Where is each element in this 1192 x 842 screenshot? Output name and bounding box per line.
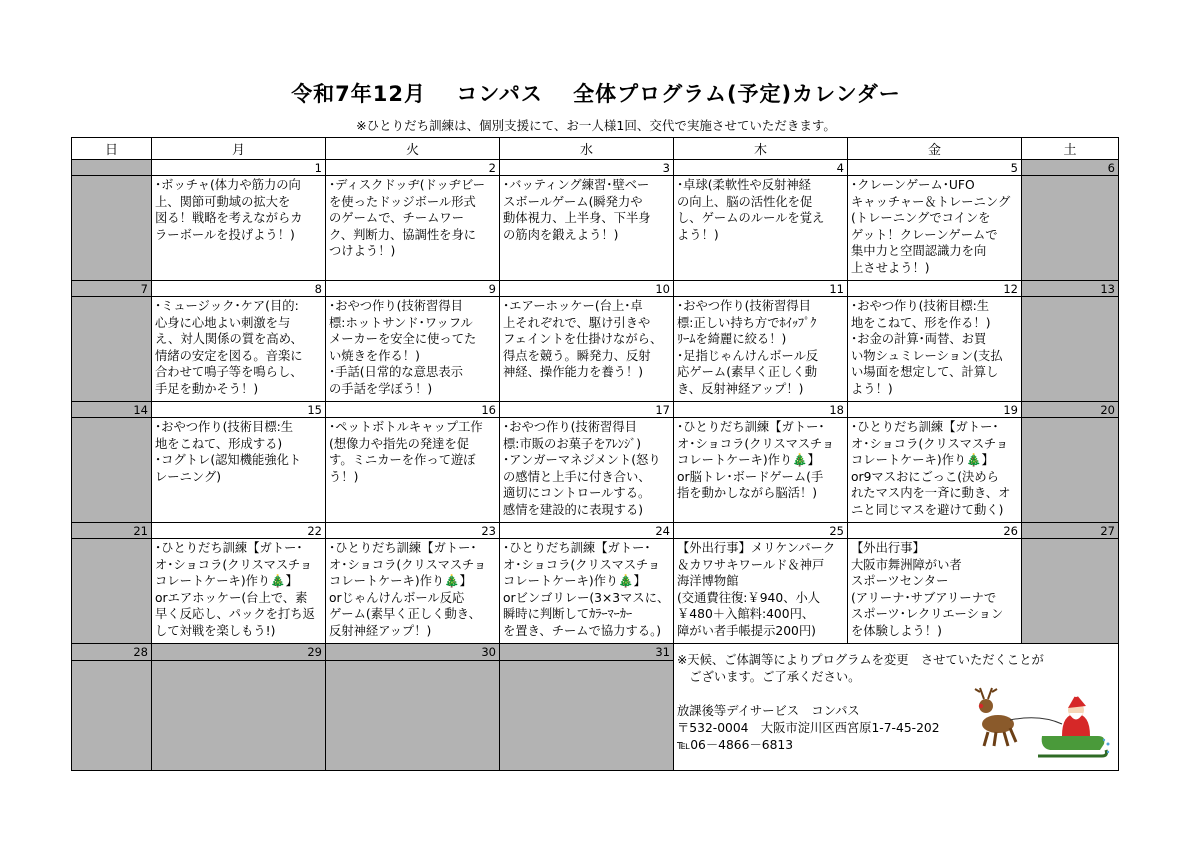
- program-text-line: ･おやつ作り(技術習得目: [503, 420, 637, 434]
- program-text-line: 上、関節可動域の拡大を: [155, 194, 291, 209]
- santa-sleigh-icon: [970, 684, 1110, 764]
- program-text-line: い物シュミレーション(支払: [851, 348, 1003, 363]
- program-text-line: ニと同じマスを避けて動く): [851, 502, 1004, 517]
- day-cell-weekday: [326, 297, 500, 402]
- calendar-body: [72, 160, 1119, 644]
- program-text-line: 図る！戦略を考えながらカ: [155, 211, 303, 225]
- program-text-line: 適切にコントロールする。: [503, 486, 651, 500]
- calendar-table: [71, 137, 1119, 771]
- notice-line: ございます。ご了承ください。: [677, 670, 861, 684]
- program-text-line: 合わせて鳴子等を鳴らし、: [155, 365, 303, 379]
- day-number: 17: [500, 402, 674, 418]
- program-text-line: orビンゴリレー(3×3マスに、: [503, 590, 670, 605]
- header-thursday: 木: [674, 138, 848, 160]
- program-text-line: ･ひとりだち訓練【ガトー･: [329, 541, 477, 555]
- program-text-line: 上させよう！): [851, 260, 930, 275]
- day-number: 14: [72, 402, 152, 418]
- program-text-line: 【外出行事】メリケンパーク: [677, 541, 836, 555]
- day-cell-weekday: [500, 297, 674, 402]
- program-text-line: 地をこねて、形成する): [155, 436, 283, 451]
- day-number: 19: [848, 402, 1022, 418]
- week-row-numbers: [72, 402, 1119, 418]
- program-text-line: 標:正しい持ち方でﾎｲｯﾌﾟｸ: [677, 315, 817, 330]
- day-number: 6: [1022, 160, 1119, 176]
- day-number: 4: [674, 160, 848, 176]
- header-wednesday: 水: [500, 138, 674, 160]
- program-text-line: の手話を学ぼう！): [329, 381, 433, 396]
- program-text-line: ラーボールを投げよう！): [155, 227, 295, 242]
- program-text-line: 手足を動かそう！): [155, 381, 259, 396]
- program-text-line: を使ったドッジボール形式: [329, 194, 476, 209]
- program-text-line: よう！): [677, 227, 719, 242]
- program-text-line: つけよう！): [329, 244, 396, 258]
- program-text-line: 大阪市舞洲障がい者: [851, 557, 962, 572]
- day-cell-weekday: [848, 418, 1022, 523]
- day-cell-weekday: [500, 418, 674, 523]
- program-text-line: オ･ショコラ(クリスマスチョ: [503, 557, 661, 572]
- day-number: 9: [326, 281, 500, 297]
- day-number: [72, 160, 152, 176]
- program-text-line: ＆カワサキワールド＆神戸: [677, 557, 825, 572]
- weekday-header-row: [72, 138, 1119, 160]
- program-text-line: ･おやつ作り(技術習得目: [329, 299, 463, 313]
- day-cell-weekday: [152, 297, 326, 402]
- program-text-line: コレートケーキ)作り🎄】: [851, 453, 994, 467]
- program-text-line: orじゃんけんボール反応: [329, 590, 465, 605]
- day-cell-weekday: [674, 176, 848, 281]
- program-text-line: オ･ショコラ(クリスマスチョ: [851, 436, 1009, 451]
- program-text-line: コレートケーキ)作り🎄】: [155, 574, 298, 588]
- program-text-line: オ･ショコラ(クリスマスチョ: [155, 557, 313, 572]
- program-text-line: 早く反応し、パックを打ち返: [155, 607, 315, 621]
- day-cell-weekend: [72, 539, 152, 644]
- program-text-line: ゲーム(素早く正しく動き、: [329, 607, 481, 621]
- notice-box: [674, 644, 1119, 771]
- day-cell-weekend: [1022, 297, 1119, 402]
- header-saturday: 土: [1022, 138, 1119, 160]
- day-number: 8: [152, 281, 326, 297]
- program-text-line: キャッチャー＆トレーニング: [851, 194, 1011, 209]
- program-text-line: 標:市販のお菓子をｱﾚﾝｼﾞ): [503, 436, 642, 451]
- program-text-line: ･ひとりだち訓練【ガトー･: [677, 420, 825, 434]
- program-text-line: レーニング): [155, 469, 222, 484]
- day-cell-weekday: [326, 418, 500, 523]
- program-text-line: フェイントを仕掛けながら、: [503, 332, 663, 346]
- program-text-line: 動体視力、上半身、下半身: [503, 211, 651, 225]
- day-cell-weekday: [848, 297, 1022, 402]
- day-cell-sunday: [72, 660, 152, 770]
- program-text-line: 心身に心地よい刺激を与: [155, 315, 291, 330]
- program-text-line: (想像力や指先の発達を促: [329, 436, 470, 451]
- program-text-line: コレートケーキ)作り🎄】: [503, 574, 646, 588]
- program-text-line: ･バッティング練習･壁ベー: [503, 178, 650, 192]
- program-text-line: え、対人関係の質を高め、: [155, 332, 303, 346]
- program-text-line: ･コグトレ(認知機能強化ト: [155, 453, 302, 467]
- day-number: 15: [152, 402, 326, 418]
- program-text-line: ク、判断力、協調性を身に: [329, 227, 477, 242]
- day-cell-weekday: [152, 660, 326, 770]
- day-cell-weekday: [674, 539, 848, 644]
- program-text-line: ･おやつ作り(技術習得目: [677, 299, 811, 313]
- header-monday: 月: [152, 138, 326, 160]
- day-number: 20: [1022, 402, 1119, 418]
- week-row-numbers: [72, 523, 1119, 539]
- program-text-line: を置き、チームで協力する。): [503, 623, 662, 638]
- program-text-line: い焼きを作る！): [329, 348, 420, 363]
- program-text-line: 応ゲーム(素早く正しく動: [677, 365, 818, 379]
- day-number: 21: [72, 523, 152, 539]
- day-cell-weekday: [152, 539, 326, 644]
- day-cell-weekday: [152, 176, 326, 281]
- program-text-line: を体験しよう！): [851, 623, 942, 638]
- week-row-numbers: [72, 281, 1119, 297]
- header-sunday: 日: [72, 138, 152, 160]
- day-cell-weekday: [848, 539, 1022, 644]
- day-number: 22: [152, 523, 326, 539]
- program-text-line: (交通費往復:￥940、小人: [677, 590, 821, 605]
- day-number: 31: [500, 644, 674, 661]
- program-text-line: 指を動かしながら脳活！): [677, 486, 818, 500]
- week-row-content: [72, 297, 1119, 402]
- day-cell-weekday: [326, 176, 500, 281]
- day-number: 18: [674, 402, 848, 418]
- program-text-line: スボールゲーム(瞬発力や: [503, 194, 643, 209]
- day-cell-weekend: [72, 297, 152, 402]
- program-text-line: ･手話(日常的な意思表示: [329, 365, 463, 379]
- program-text-line: or9マスおにごっこ(決めら: [851, 469, 999, 484]
- program-text-line: ￥480＋入館料:400円、: [677, 607, 815, 621]
- day-number: 26: [848, 523, 1022, 539]
- day-number: 10: [500, 281, 674, 297]
- day-cell-weekday: [152, 418, 326, 523]
- program-text-line: ･ひとりだち訓練【ガトー･: [155, 541, 303, 555]
- program-text-line: ･ディスクドッヂ(ドッヂビー: [329, 178, 486, 192]
- day-cell-weekend: [1022, 418, 1119, 523]
- calendar-last-week: [72, 644, 1119, 771]
- program-text-line: ･卓球(柔軟性や反射神経: [677, 178, 811, 192]
- organization-name: 放課後等デイサービス コンパス: [677, 704, 860, 718]
- program-text-line: ･お金の計算･両替、お買: [851, 332, 987, 346]
- program-text-line: 反射神経アップ！): [329, 623, 432, 638]
- day-number: 13: [1022, 281, 1119, 297]
- program-text-line: 【外出行事】: [851, 541, 925, 555]
- program-text-line: ･おやつ作り(技術目標:生: [155, 420, 294, 434]
- program-text-line: 瞬時に判断してｶﾗｰﾏｰｶｰ: [503, 607, 633, 621]
- week-row-content: [72, 418, 1119, 523]
- day-cell-weekday: [848, 176, 1022, 281]
- program-text-line: 地をこねて、形を作る！): [851, 315, 991, 330]
- program-text-line: 障がい者手帳提示200円): [677, 623, 816, 638]
- day-cell-weekday: [326, 660, 500, 770]
- day-number: 11: [674, 281, 848, 297]
- program-text-line: 得点を競う。瞬発力、反射: [503, 348, 651, 363]
- day-cell-weekday: [674, 418, 848, 523]
- program-text-line: 上それぞれで、駆け引きや: [503, 315, 651, 330]
- program-text-line: ･おやつ作り(技術目標:生: [851, 299, 990, 313]
- week-row-content: [72, 539, 1119, 644]
- program-text-line: き、反射神経アップ！): [677, 381, 804, 396]
- day-cell-weekday: [500, 176, 674, 281]
- program-text-line: ･アンガーマネジメント(怒り: [503, 453, 661, 467]
- day-number: 5: [848, 160, 1022, 176]
- day-number: 16: [326, 402, 500, 418]
- day-number: 7: [72, 281, 152, 297]
- day-number: 30: [326, 644, 500, 661]
- program-text-line: コレートケーキ)作り🎄】: [329, 574, 472, 588]
- program-text-line: のゲームで、チームワー: [329, 211, 465, 225]
- organization-address: 〒532-0004 大阪市淀川区西宮原1-7-45-202: [677, 721, 940, 735]
- program-text-line: して対戦を楽しもう!): [155, 623, 276, 638]
- program-text-line: の感情と上手に付き合い、: [503, 469, 651, 484]
- program-text-line: ﾘｰﾑを綺麗に絞る！): [677, 332, 787, 346]
- program-text-line: orエアホッケー(台上で、素: [155, 590, 308, 605]
- day-number: 28: [72, 644, 152, 661]
- day-cell-weekend: [72, 176, 152, 281]
- program-text-line: す。ミニカーを作って遊ぼ: [329, 453, 476, 467]
- program-text-line: ･エアーホッケー(台上･卓: [503, 299, 643, 313]
- program-text-line: よう！): [851, 381, 893, 396]
- program-text-line: ゲット！クレーンゲームで: [851, 227, 998, 242]
- program-text-line: ･クレーンゲーム･UFO: [851, 178, 975, 192]
- program-text-line: し、ゲームのルールを覚え: [677, 211, 825, 225]
- page-title: 令和7年12月 コンパス 全体プログラム(予定)カレンダー: [291, 82, 901, 106]
- header-friday: 金: [848, 138, 1022, 160]
- day-number: 27: [1022, 523, 1119, 539]
- day-cell-weekday: [500, 539, 674, 644]
- day-cell-weekday: [326, 539, 500, 644]
- program-text-line: ･ひとりだち訓練【ガトー･: [851, 420, 999, 434]
- notice-line: ※天候、ご体調等によりプログラムを変更 させていただくことが: [677, 653, 1044, 667]
- day-number: 29: [152, 644, 326, 661]
- page-subtitle: ※ひとりだち訓練は、個別支援にて、お一人様1回、交代で実施させていただきます。: [356, 118, 836, 133]
- program-text-line: スポーツ･レクリエーション: [851, 607, 1004, 621]
- program-text-line: オ･ショコラ(クリスマスチョ: [329, 557, 487, 572]
- program-text-line: 情緒の安定を図る。音楽に: [155, 348, 303, 363]
- day-number: 25: [674, 523, 848, 539]
- day-number: 1: [152, 160, 326, 176]
- program-text-line: 標:ホットサンド･ワッフル: [329, 315, 473, 330]
- day-number: 2: [326, 160, 500, 176]
- day-cell-weekend: [1022, 176, 1119, 281]
- organization-phone: ℡06－4866－6813: [677, 738, 794, 752]
- program-text-line: の向上、脳の活性化を促: [677, 194, 813, 209]
- program-text-line: (アリーナ･サブアリーナで: [851, 590, 997, 605]
- week-row-numbers: [72, 160, 1119, 176]
- program-text-line: ･ペットボトルキャップ工作: [329, 420, 483, 434]
- week-row-content: [72, 176, 1119, 281]
- program-text-line: or脳トレ･ボードゲーム(手: [677, 469, 824, 484]
- week-row-5-numbers: [72, 644, 1119, 661]
- program-text-line: れたマス内を一斉に動き、オ: [851, 486, 1011, 500]
- day-cell-weekday: [500, 660, 674, 770]
- program-text-line: (トレーニングでコインを: [851, 211, 991, 225]
- program-text-line: う！): [329, 469, 359, 484]
- program-text-line: 海洋博物館: [677, 574, 739, 588]
- program-text-line: オ･ショコラ(クリスマスチョ: [677, 436, 835, 451]
- program-text-line: い場面を想定して、計算し: [851, 365, 999, 379]
- program-text-line: ･足指じゃんけんボール反: [677, 348, 819, 363]
- program-text-line: 神経、操作能力を養う！): [503, 365, 644, 379]
- program-text-line: コレートケーキ)作り🎄】: [677, 453, 820, 467]
- day-cell-weekend: [1022, 539, 1119, 644]
- program-text-line: ･ミュージック･ケア(目的:: [155, 299, 299, 313]
- program-text-line: ･ひとりだち訓練【ガトー･: [503, 541, 651, 555]
- program-text-line: の筋肉を鍛えよう！): [503, 227, 619, 242]
- program-text-line: メーカーを安全に使ってた: [329, 332, 477, 346]
- day-number: 24: [500, 523, 674, 539]
- day-cell-weekday: [674, 297, 848, 402]
- header-tuesday: 火: [326, 138, 500, 160]
- day-number: 3: [500, 160, 674, 176]
- program-text-line: ･ボッチャ(体力や筋力の向: [155, 178, 301, 192]
- day-number: 23: [326, 523, 500, 539]
- program-text-line: スポーツセンター: [851, 574, 949, 588]
- day-cell-weekend: [72, 418, 152, 523]
- program-text-line: 集中力と空間認識力を向: [851, 244, 987, 258]
- program-text-line: 感情を建設的に表現する): [503, 502, 644, 517]
- day-number: 12: [848, 281, 1022, 297]
